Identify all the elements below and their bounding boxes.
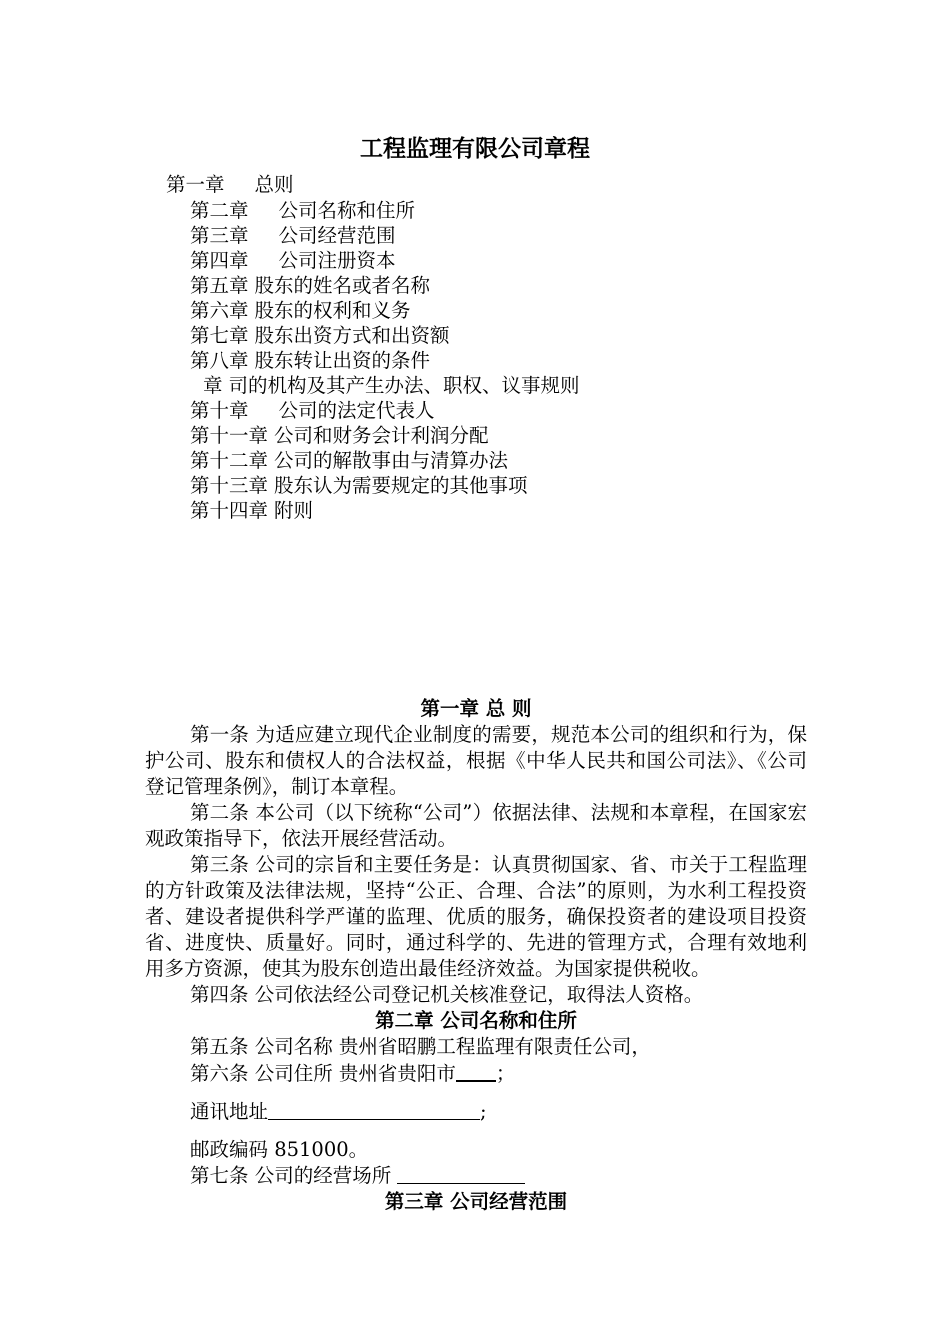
toc-chapter-number: 第五章 — [190, 274, 249, 297]
toc-chapter-title: 附则 — [274, 499, 314, 522]
toc-chapter-title: 公司名称和住所 — [278, 199, 416, 222]
toc-item — [190, 473, 528, 499]
article-paragraph: 第一条 为适应建立现代企业制度的需要，规范本公司的组织和行为，保护公司、股东和债权人的合法权益，根据《中华人民共和国公司法》、《公司登记管理条例》，制订本章程。 — [145, 723, 807, 798]
toc-chapter-title: 股东出资方式和出资额 — [254, 324, 450, 347]
toc-chapter-title: 股东转让出资的条件 — [254, 349, 431, 372]
article-paragraph: 第三条 公司的宗旨和主要任务是：认真贯彻国家、省、市关于工程监理的方针政策及法律法规，坚持“公正、合理、合法”的原则，为水利工程投资者、建设者提供科学严谨的监理、优质的服务，确保投资者的建设项目投资省、进度快、质量好。同时，通过科学的、先进的管理方式，合理有效地利用多方资源，使其为股东创造出最佳经济效益。为国家提供税收。 — [145, 853, 807, 980]
toc-item — [190, 248, 396, 274]
toc-item — [190, 398, 435, 424]
toc-item — [203, 373, 580, 399]
toc-item — [190, 198, 415, 224]
chapter-heading: 第三章 公司经营范围 — [384, 1190, 568, 1213]
article-paragraph: 第五条 公司名称 贵州省昭鹏工程监理有限责任公司， — [190, 1035, 651, 1058]
article-text: 第七条 公司的经营场所 — [190, 1164, 392, 1187]
toc-chapter-title: 股东的姓名或者名称 — [254, 274, 431, 297]
toc-chapter-number: 第二章 — [190, 199, 249, 222]
chapter-heading: 第二章 公司名称和住所 — [375, 1009, 577, 1032]
toc-item — [190, 298, 411, 324]
document-title: 工程监理有限公司章程 — [360, 136, 590, 162]
toc-chapter-title: 公司的法定代表人 — [278, 399, 435, 422]
fill-in-blank — [397, 1163, 525, 1184]
toc-chapter-number: 第七章 — [190, 324, 249, 347]
toc-chapter-number: 第四章 — [190, 249, 249, 272]
toc-chapter-title: 司的机构及其产生办法、职权、议事规则 — [228, 374, 580, 397]
toc-chapter-number: 第十一章 — [190, 424, 269, 447]
fill-in-blank — [268, 1099, 480, 1120]
fill-in-blank — [456, 1060, 496, 1082]
toc-item — [190, 273, 430, 299]
toc-chapter-number: 第十三章 — [190, 474, 269, 497]
toc-chapter-title: 公司和财务会计利润分配 — [274, 424, 489, 447]
postcode-line: 邮政编码 851000。 — [190, 1138, 369, 1161]
toc-chapter-title: 公司注册资本 — [278, 249, 396, 272]
toc-item — [190, 223, 396, 249]
toc-chapter-number: 第六章 — [190, 299, 249, 322]
article-paragraph: 第四条 公司依法经公司登记机关核准登记，取得法人资格。 — [190, 983, 704, 1006]
address-line — [145, 1099, 807, 1125]
document-body — [145, 696, 807, 1215]
toc-item — [166, 172, 294, 198]
toc-chapter-title: 总则 — [254, 173, 294, 196]
article-text: 第六条 公司住所 贵州省贵阳市 — [190, 1062, 456, 1085]
article-paragraph — [145, 1060, 807, 1087]
toc-chapter-title: 公司经营范围 — [278, 224, 396, 247]
article-paragraph — [145, 1163, 807, 1189]
toc-chapter-number: 第十四章 — [190, 499, 269, 522]
toc-chapter-title: 股东的权利和义务 — [254, 299, 411, 322]
chapter-heading: 第一章 总 则 — [420, 697, 532, 720]
toc-item — [190, 348, 430, 374]
address-suffix: ; — [480, 1100, 487, 1123]
toc-chapter-number: 第八章 — [190, 349, 249, 372]
toc-chapter-number: 第十章 — [190, 399, 249, 422]
toc-chapter-number: 章 — [203, 374, 223, 397]
toc-chapter-title: 公司的解散事由与清算办法 — [274, 449, 509, 472]
article-text: ； — [495, 1062, 516, 1085]
toc-item — [190, 323, 450, 349]
toc-item — [190, 448, 508, 474]
article-paragraph: 第二条 本公司（以下统称“公司”）依据法律、法规和本章程，在国家宏观政策指导下，依法开展经营活动。 — [145, 801, 807, 850]
toc-chapter-number: 第十二章 — [190, 449, 269, 472]
toc-item — [190, 498, 313, 524]
toc-chapter-number: 第三章 — [190, 224, 249, 247]
address-label: 通讯地址 — [190, 1100, 269, 1123]
toc-chapter-title: 股东认为需要规定的其他事项 — [274, 474, 528, 497]
toc-item — [190, 423, 489, 449]
toc-chapter-number: 第一章 — [166, 173, 225, 196]
